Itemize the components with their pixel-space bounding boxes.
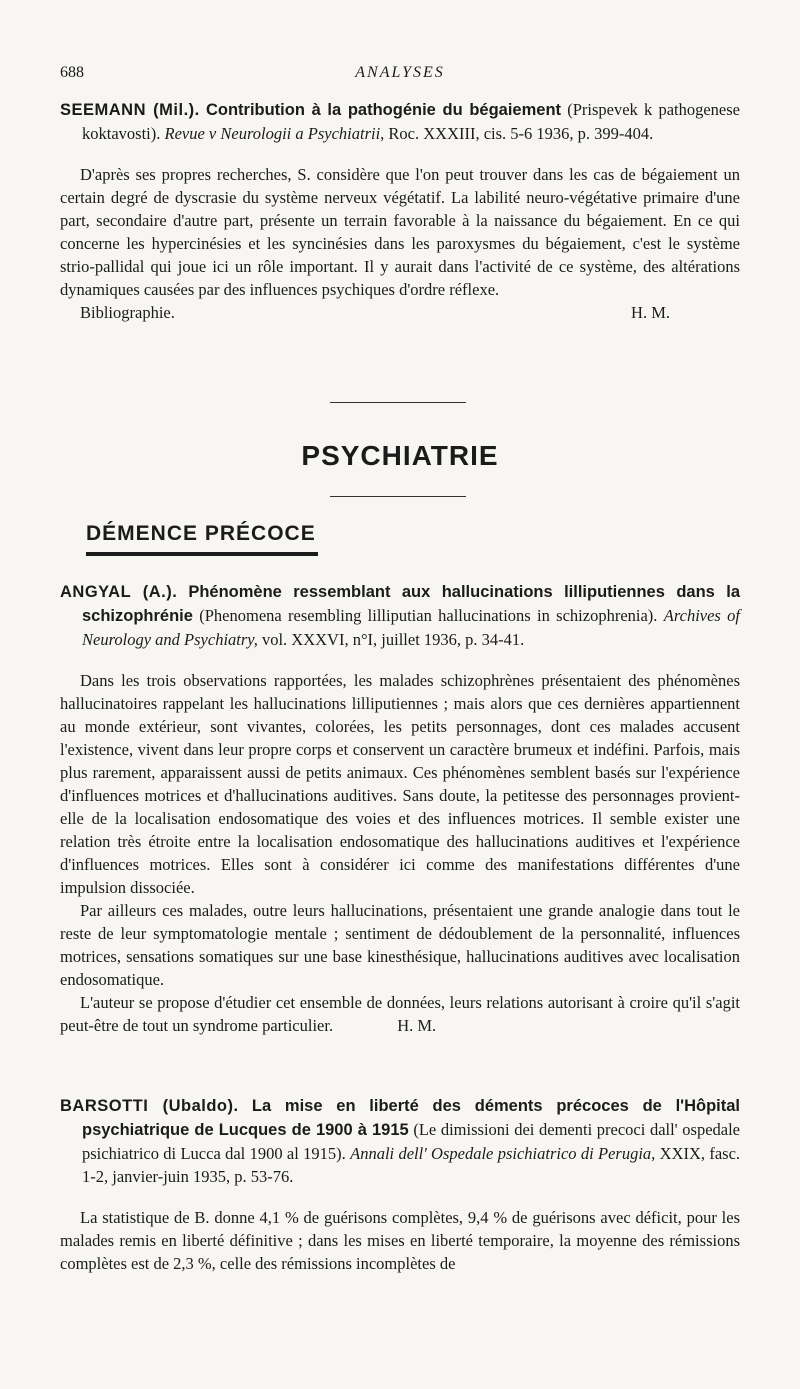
section-title: PSYCHIATRIE <box>301 440 499 471</box>
paragraph: D'après ses propres recherches, S. considère que l'on peut trouver dans les cas de bégaiement un certain degré de dyscrasie du système nerveux végétatif. La labilité neuro-végétative primaire d'une part, secondaire d'autre part, présente un terrain favorable à la naissance du bégaiement. En ce qui concerne les hypercinésies et les syncinésies dans les paroxysmes du bégaiement, c'est le système strio-pallidal qui joue ici un rôle important. Il y aurait dans l'activité de ce système, des altérations dynamiques causées par des influences psychiques d'ordre réflexe. <box>60 165 740 299</box>
abstract-seemann <box>60 98 740 324</box>
reference <box>60 1094 740 1188</box>
divider <box>330 496 466 497</box>
journal-name: Revue v Neurologii a Psychiatrii, <box>164 124 385 143</box>
paragraph: Par ailleurs ces malades, outre leurs hallucinations, présentaient une grande analogie dans tout le reste de leur symptomatologie mentale ; sentiment de dédoublement de la personnalité, influences motrices, sensations somatiques sur une base kinesthésique, hallucinations auditives avec localisation endosomatique. <box>60 901 740 989</box>
page-number: 688 <box>60 64 84 81</box>
subsection-underline <box>86 552 318 556</box>
article-title: Phénomène ressemblant aux hallucinations lilliputiennes dans la schizophrénie <box>82 583 741 625</box>
citation: XXIX, fasc. 1-2, janvier-juin 1935, p. 53-76. <box>82 1144 741 1186</box>
citation: vol. XXXVI, n°I, juillet 1936, p. 34-41. <box>261 630 525 649</box>
reference-detail: (Prispevek k pathogenese koktavosti). <box>82 100 740 143</box>
signature: H. M. <box>631 303 670 322</box>
subsection-title: DÉMENCE PRÉCOCE <box>86 522 316 545</box>
paragraph-with-signature <box>60 991 740 1037</box>
paragraph-text: L'auteur se propose d'étudier cet ensemble de données, leurs relations autorisant à croire qu'il s'agit peut-être de tout un syndrome particulier. <box>60 993 740 1035</box>
journal-name: Annali dell' Ospedale psichiatrico di Perugia, <box>350 1144 656 1163</box>
bibliography: Bibliographie. <box>80 303 175 322</box>
journal-name: Archives of Neurology and Psychiatry, <box>82 606 740 649</box>
citation: Roc. XXXIII, cis. 5-6 1936, p. 399-404. <box>388 124 654 143</box>
reference <box>60 98 740 145</box>
abstract-angyal <box>60 580 740 1037</box>
abstract-barsotti <box>60 1094 740 1275</box>
divider <box>330 402 466 403</box>
signature: H. M. <box>397 1016 437 1035</box>
reference-detail: (Phenomena resembling lilliputian hallucinations in schizophrenia). <box>199 606 658 625</box>
reference-detail: (Le dimissioni dei dementi precoci dall' ospedale psichiatrico di Lucca dal 1900 al 1915). <box>82 1120 740 1163</box>
paragraph: La statistique de B. donne 4,1 % de guérisons complètes, 9,4 % de guérisons avec déficit, pour les malades remis en liberté définitive ; dans les mises en liberté temporaire, la moyenne des rémissions complètes est de 2,3 %, celle des rémissions incomplètes de <box>60 1208 740 1273</box>
abstract-body <box>60 1206 740 1275</box>
author: ANGYAL (A.). <box>60 583 178 601</box>
abstract-body <box>60 669 740 1037</box>
author: SEEMANN (Mil.). <box>60 101 200 119</box>
article-title: La mise en liberté des déments précoces de l'Hôpital psychiatrique de Lucques de 1900 à 1915 <box>82 1097 741 1139</box>
reference <box>60 580 740 651</box>
running-head: ANALYSES <box>355 64 445 81</box>
author: BARSOTTI (Ubaldo). <box>60 1097 239 1115</box>
paragraph: Dans les trois observations rapportées, les malades schizophrènes présentaient des phénomènes hallucinatoires rappelant les hallucinations lilliputiennes ; mais alors que ces dernières appartiennent au monde extérieur, sont vivantes, colorées, les petits personnages, dont ces malades accusent l'existence, vivent dans leur propre corps et conservent un caractère brumeux et indéfini. Parfois, mais plus rarement, apparaissent aussi de petits animaux. Ces phénomènes semblent basés sur l'expérience d'influences motrices et d'hallucinations auditives. Sans doute, la petitesse des personnages provient-elle de la localisation endosomatique des voies et des influences motrices. Il semble exister une relation très étroite entre la localisation endosomatique des hallucinations auditives et l'expérience d'influences motrices. Elles sont à considérer ici comme des manifestations différentes d'une impulsion dissociée. <box>60 671 740 897</box>
article-title: Contribution à la pathogénie du bégaiement <box>205 101 562 119</box>
page-header <box>60 60 740 88</box>
abstract-body <box>60 163 740 324</box>
bibliography-line <box>60 301 740 324</box>
